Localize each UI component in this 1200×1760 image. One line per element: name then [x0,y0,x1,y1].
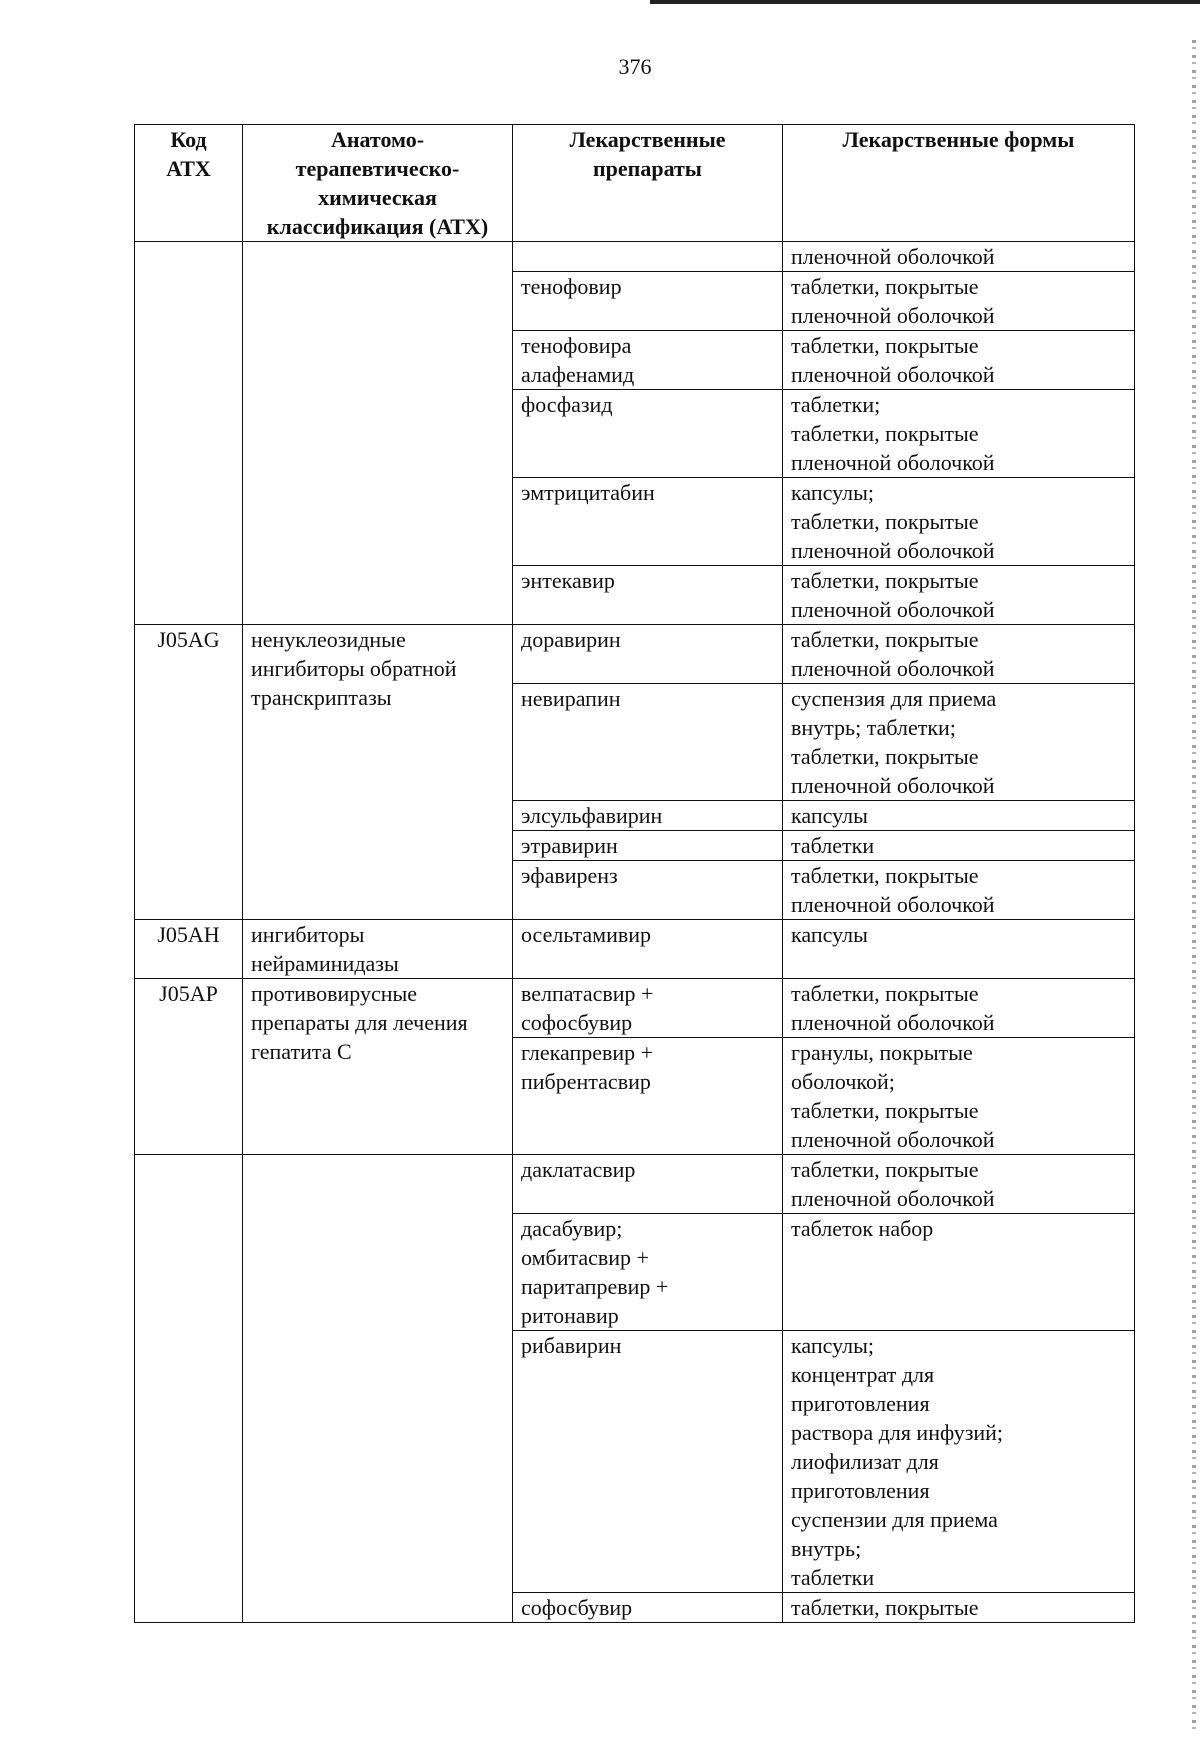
atc-classification-cell [243,242,513,625]
drug-name-cell: рибавирин [513,1331,783,1593]
drug-name-cell: тенофовира алафенамид [513,331,783,390]
dosage-form-cell: таблетки, покрытые [783,1593,1135,1623]
atc-classification-cell: ненуклеозидные ингибиторы обратной транскриптазы [243,625,513,920]
drug-name-cell: невирапин [513,684,783,801]
atc-code-cell [135,1155,243,1623]
dosage-form-cell: капсулы [783,920,1135,979]
table-row [135,242,1135,272]
dosage-form-cell: таблетки, покрытые пленочной оболочкой [783,566,1135,625]
atc-classification-cell [243,1155,513,1623]
drug-name-cell: энтекавир [513,566,783,625]
dosage-form-cell: таблетки, покрытые пленочной оболочкой [783,331,1135,390]
dosage-form-cell: гранулы, покрытые оболочкой; таблетки, покрытые пленочной оболочкой [783,1038,1135,1155]
dosage-form-cell: таблетки; таблетки, покрытые пленочной оболочкой [783,390,1135,478]
dosage-form-cell: таблетки, покрытые пленочной оболочкой [783,979,1135,1038]
dosage-form-cell: таблеток набор [783,1214,1135,1331]
atc-code-cell [135,242,243,625]
table-body [135,242,1135,1623]
dosage-form-cell: таблетки, покрытые пленочной оболочкой [783,272,1135,331]
dosage-form-cell: таблетки, покрытые пленочной оболочкой [783,861,1135,920]
table-row [135,1155,1135,1214]
drug-name-cell: велпатасвир + софосбувир [513,979,783,1038]
atc-classification-cell: ингибиторы нейраминидазы [243,920,513,979]
table-row [135,979,1135,1038]
dosage-form-cell: пленочной оболочкой [783,242,1135,272]
drug-name-cell: тенофовир [513,272,783,331]
atc-code-cell: J05AG [135,625,243,920]
atc-code-cell: J05AP [135,979,243,1155]
drug-name-cell: этравирин [513,831,783,861]
atc-drug-table [134,124,1135,1623]
top-edge-line [650,0,1200,4]
atc-classification-cell: противовирусные препараты для лечения гепатита С [243,979,513,1155]
dosage-form-cell: капсулы; концентрат для приготовления раствора для инфузий; лиофилизат для приготовления суспензии для приема внутрь; таблетки [783,1331,1135,1593]
header-atc-classification: Анатомо- терапевтическо- химическая классификация (АТХ) [243,125,513,242]
scan-edge-stripe [1192,40,1196,1730]
drug-name-cell: софосбувир [513,1593,783,1623]
dosage-form-cell: таблетки [783,831,1135,861]
drug-name-cell: глекапревир + пибрентасвир [513,1038,783,1155]
drug-name-cell: осельтамивир [513,920,783,979]
table-header-row [135,125,1135,242]
table-row [135,920,1135,979]
dosage-form-cell: капсулы; таблетки, покрытые пленочной оболочкой [783,478,1135,566]
page-number: 376 [618,54,652,79]
drug-name-cell [513,242,783,272]
table-row [135,625,1135,684]
drug-name-cell: элсульфавирин [513,801,783,831]
drug-name-cell: даклатасвир [513,1155,783,1214]
dosage-form-cell: таблетки, покрытые пленочной оболочкой [783,625,1135,684]
atc-code-cell: J05AH [135,920,243,979]
drug-name-cell: фосфазид [513,390,783,478]
dosage-form-cell: таблетки, покрытые пленочной оболочкой [783,1155,1135,1214]
drug-name-cell: эмтрицитабин [513,478,783,566]
drug-name-cell: доравирин [513,625,783,684]
dosage-form-cell: капсулы [783,801,1135,831]
header-dosage-forms: Лекарственные формы [783,125,1135,242]
header-atc-code: Код АТХ [135,125,243,242]
drug-name-cell: эфавиренз [513,861,783,920]
drug-name-cell: дасабувир; омбитасвир + паритапревир + ритонавир [513,1214,783,1331]
dosage-form-cell: суспензия для приема внутрь; таблетки; таблетки, покрытые пленочной оболочкой [783,684,1135,801]
header-drugs: Лекарственные препараты [513,125,783,242]
